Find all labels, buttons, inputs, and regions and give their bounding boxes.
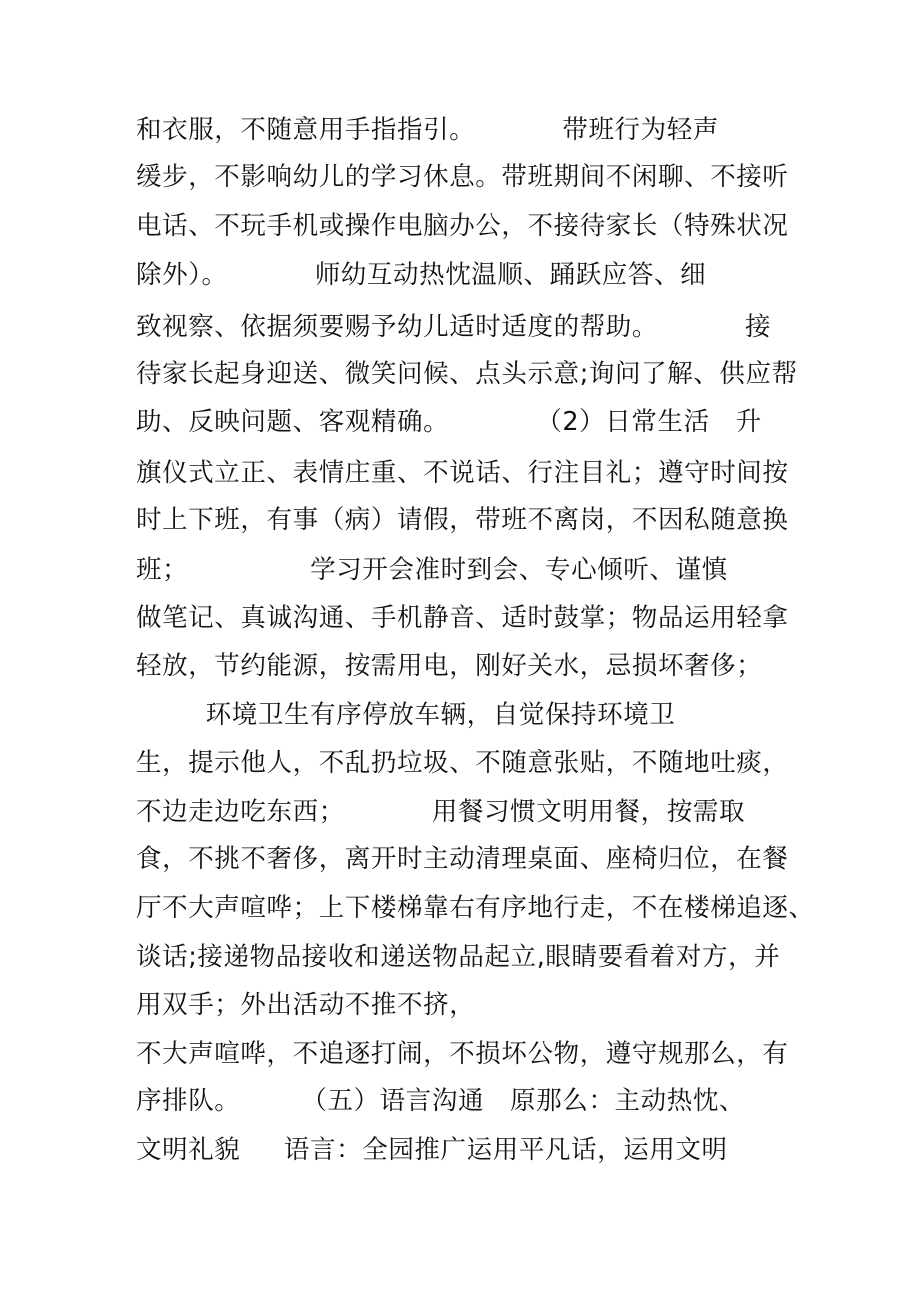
text-line: 轻放，节约能源，按需用电，刚好关水，忌损坏奢侈； [136,651,763,681]
text-line: 除外）。 师幼互动热忱温顺、踊跃应答、细 [136,260,707,290]
text-line: 不大声喧哗，不追逐打闹，不损坏公物，遵守规那么，有 [136,1039,789,1069]
text-line: 食，不挑不奢侈，离开时主动清理桌面、座椅归位，在餐 [136,844,789,874]
text-line: 生，提示他人，不乱扔垃圾、不随意张贴，不随地吐痰， [136,748,789,778]
text-line: 做笔记、真诚沟通、手机静音、适时鼓掌；物品运用轻拿 [136,603,789,633]
text-line: 序排队。 （五）语言沟通 原那么：主动热忱、 [136,1086,746,1116]
text-line: 环境卫生有序停放车辆，自觉保持环境卫 [136,700,676,730]
text-line: 助、反映问题、客观精确。 （2）日常生活 升 [136,407,762,437]
text-line: 缓步，不影响幼儿的学习休息。带班期间不闲聊、不接听 [136,162,789,192]
text-line: 用双手；外出活动不推不挤， [136,990,476,1020]
text-line: 文明礼貌 语言：全园推广运用平凡话，运用文明 [136,1135,728,1165]
text-line: 班； 学习开会准时到会、专心倾听、谨慎 [136,555,728,585]
text-line: 旗仪式立正、表情庄重、不说话、行注目礼；遵守时间按 [136,458,789,488]
text-line: 时上下班，有事（病）请假，带班不离岗，不因私随意换 [136,505,789,535]
text-line: 谈话;接递物品接收和递送物品起立,眼睛要看着对方，并 [136,942,781,972]
text-line: 电话、不玩手机或操作电脑办公，不接待家长（特殊状况 [136,211,789,241]
text-line: 厅不大声喧哗；上下楼梯靠右有序地行走，不在楼梯追逐、 [136,893,815,923]
text-line: 致视察、依据须要赐予幼儿适时适度的帮助。 接 [136,312,772,342]
text-line: 待家长起身迎送、微笑问候、点头示意;询问了解、供应帮 [136,359,798,389]
text-line: 和衣服，不随意用手指指引。 带班行为轻声 [136,115,719,145]
text-line: 不边走边吃东西； 用餐习惯文明用餐，按需取 [136,797,746,827]
